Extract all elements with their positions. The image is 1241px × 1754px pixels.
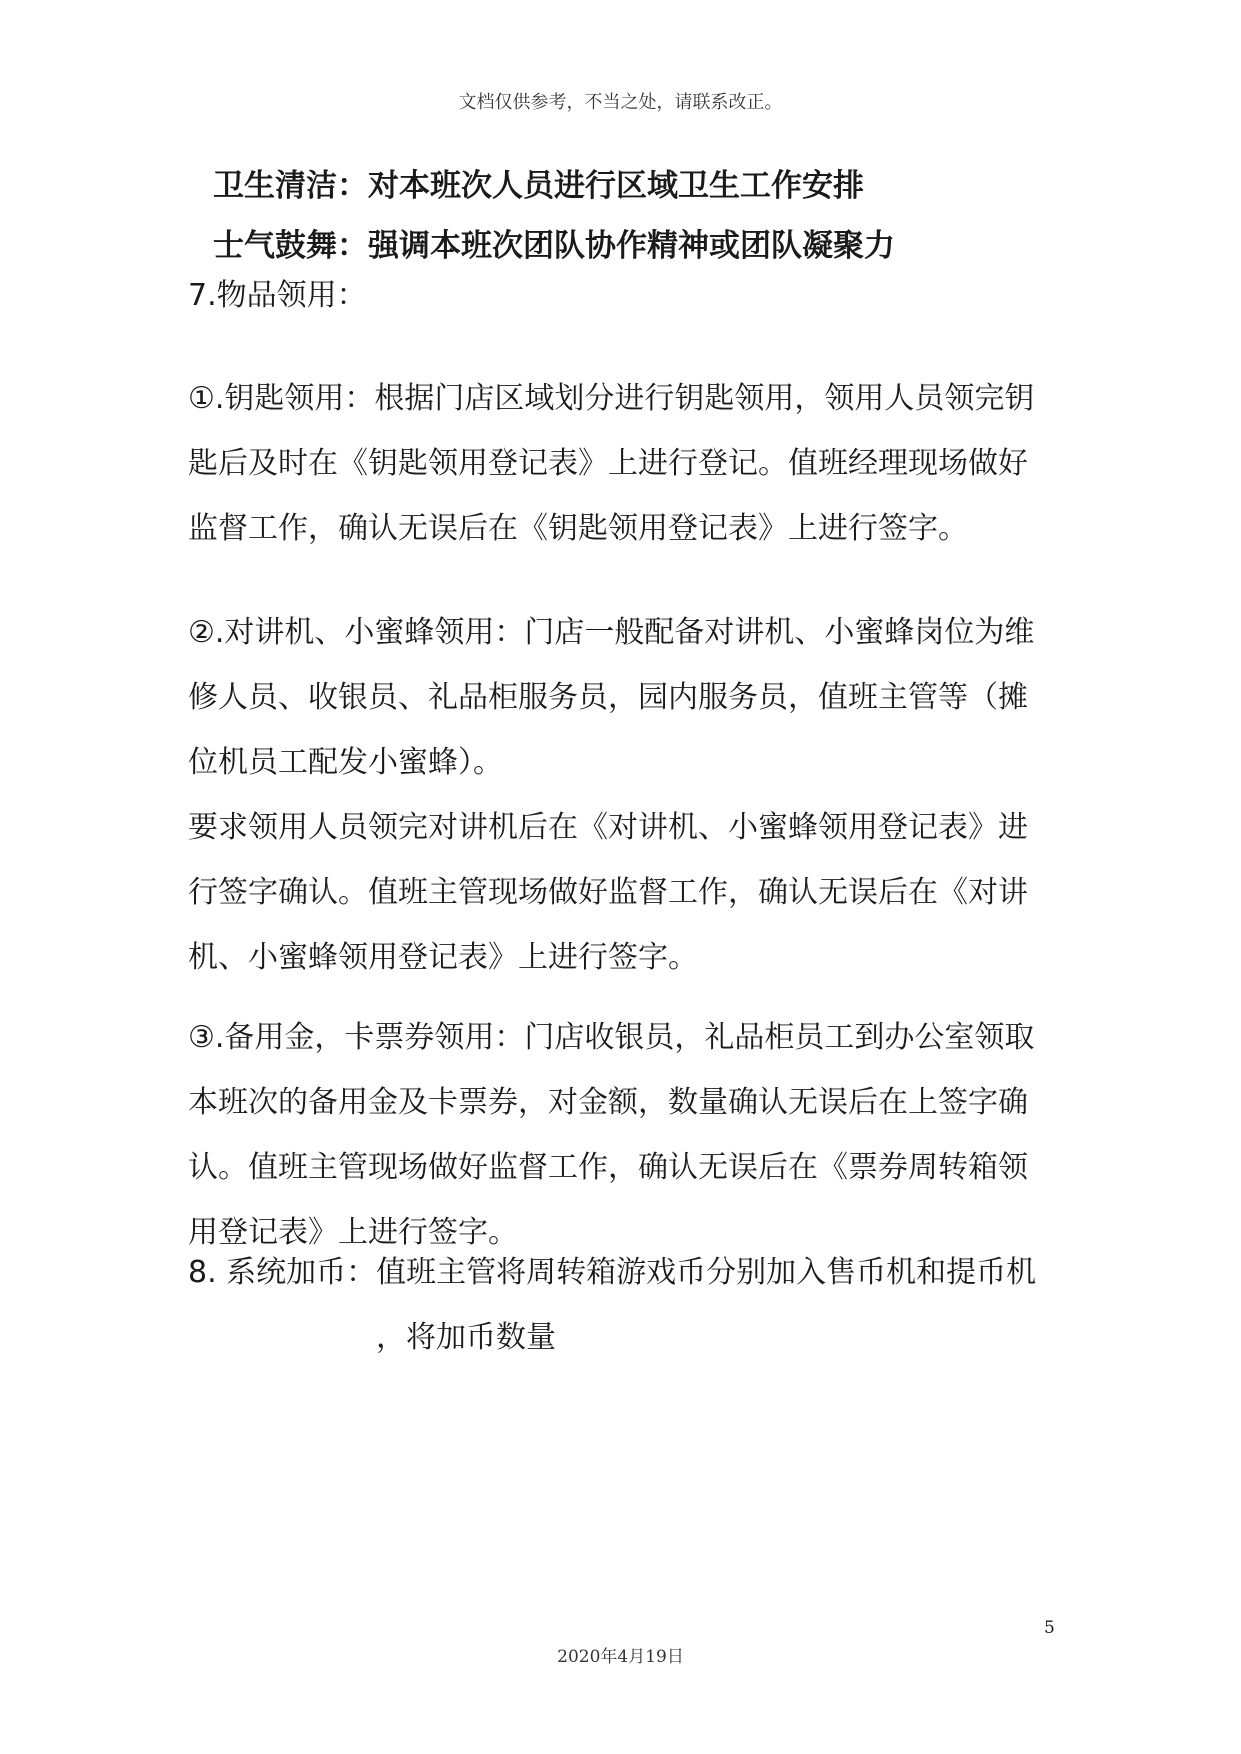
paragraph-line: 机、小蜜蜂领用登记表》上进行签字。 bbox=[188, 940, 698, 975]
section-8-paragraph bbox=[188, 1240, 1068, 1370]
paragraph-line: 用登记表》上进行签字。 bbox=[188, 1215, 518, 1250]
item-radio-paragraph bbox=[188, 600, 1068, 990]
section-7-title: 7.物品领用： bbox=[188, 278, 367, 313]
paragraph-line: 本班次的备用金及卡票券，对金额，数量确认无误后在上签字确 bbox=[188, 1085, 1028, 1120]
paragraph-line: ②.对讲机、小蜜蜂领用：门店一般配备对讲机、小蜜蜂岗位为维 bbox=[188, 615, 1035, 650]
paragraph-line: ①.钥匙领用：根据门店区域划分进行钥匙领用，领用人员领完钥 bbox=[188, 381, 1035, 416]
paragraph-line: 位机员工配发小蜜蜂）。 bbox=[188, 745, 503, 780]
page-number: 5 bbox=[1044, 1618, 1055, 1638]
paragraph-line: 修人员、收银员、礼品柜服务员，园内服务员，值班主管等（摊 bbox=[188, 680, 1028, 715]
paragraph-line: 监督工作，确认无误后在《钥匙领用登记表》上进行签字。 bbox=[188, 511, 968, 546]
item-cash-paragraph bbox=[188, 1005, 1068, 1265]
heading-hygiene: 卫生清洁：对本班次人员进行区域卫生工作安排 bbox=[213, 168, 864, 204]
paragraph-line: ③.备用金，卡票券领用：门店收银员，礼品柜员工到办公室领取 bbox=[188, 1020, 1035, 1055]
header-note: 文档仅供参考，不当之处，请联系改正。 bbox=[458, 92, 783, 113]
paragraph-line: 匙后及时在《钥匙领用登记表》上进行登记。值班经理现场做好 bbox=[188, 446, 1028, 481]
footer-date: 2020年4月19日 bbox=[557, 1647, 684, 1667]
paragraph-line: 行签字确认。值班主管现场做好监督工作，确认无误后在《对讲 bbox=[188, 875, 1028, 910]
paragraph-line: 要求领用人员领完对讲机后在《对讲机、小蜜蜂领用登记表》进 bbox=[188, 810, 1028, 845]
heading-morale: 士气鼓舞：强调本班次团队协作精神或团队凝聚力 bbox=[213, 228, 895, 264]
paragraph-line: ，将加币数量 bbox=[376, 1320, 556, 1355]
paragraph-line: 认。值班主管现场做好监督工作，确认无误后在《票券周转箱领 bbox=[188, 1150, 1028, 1185]
paragraph-line: 8. 系统加币：值班主管将周转箱游戏币分别加入售币机和提币机 bbox=[188, 1255, 1037, 1290]
item-keys-paragraph bbox=[188, 366, 1068, 561]
